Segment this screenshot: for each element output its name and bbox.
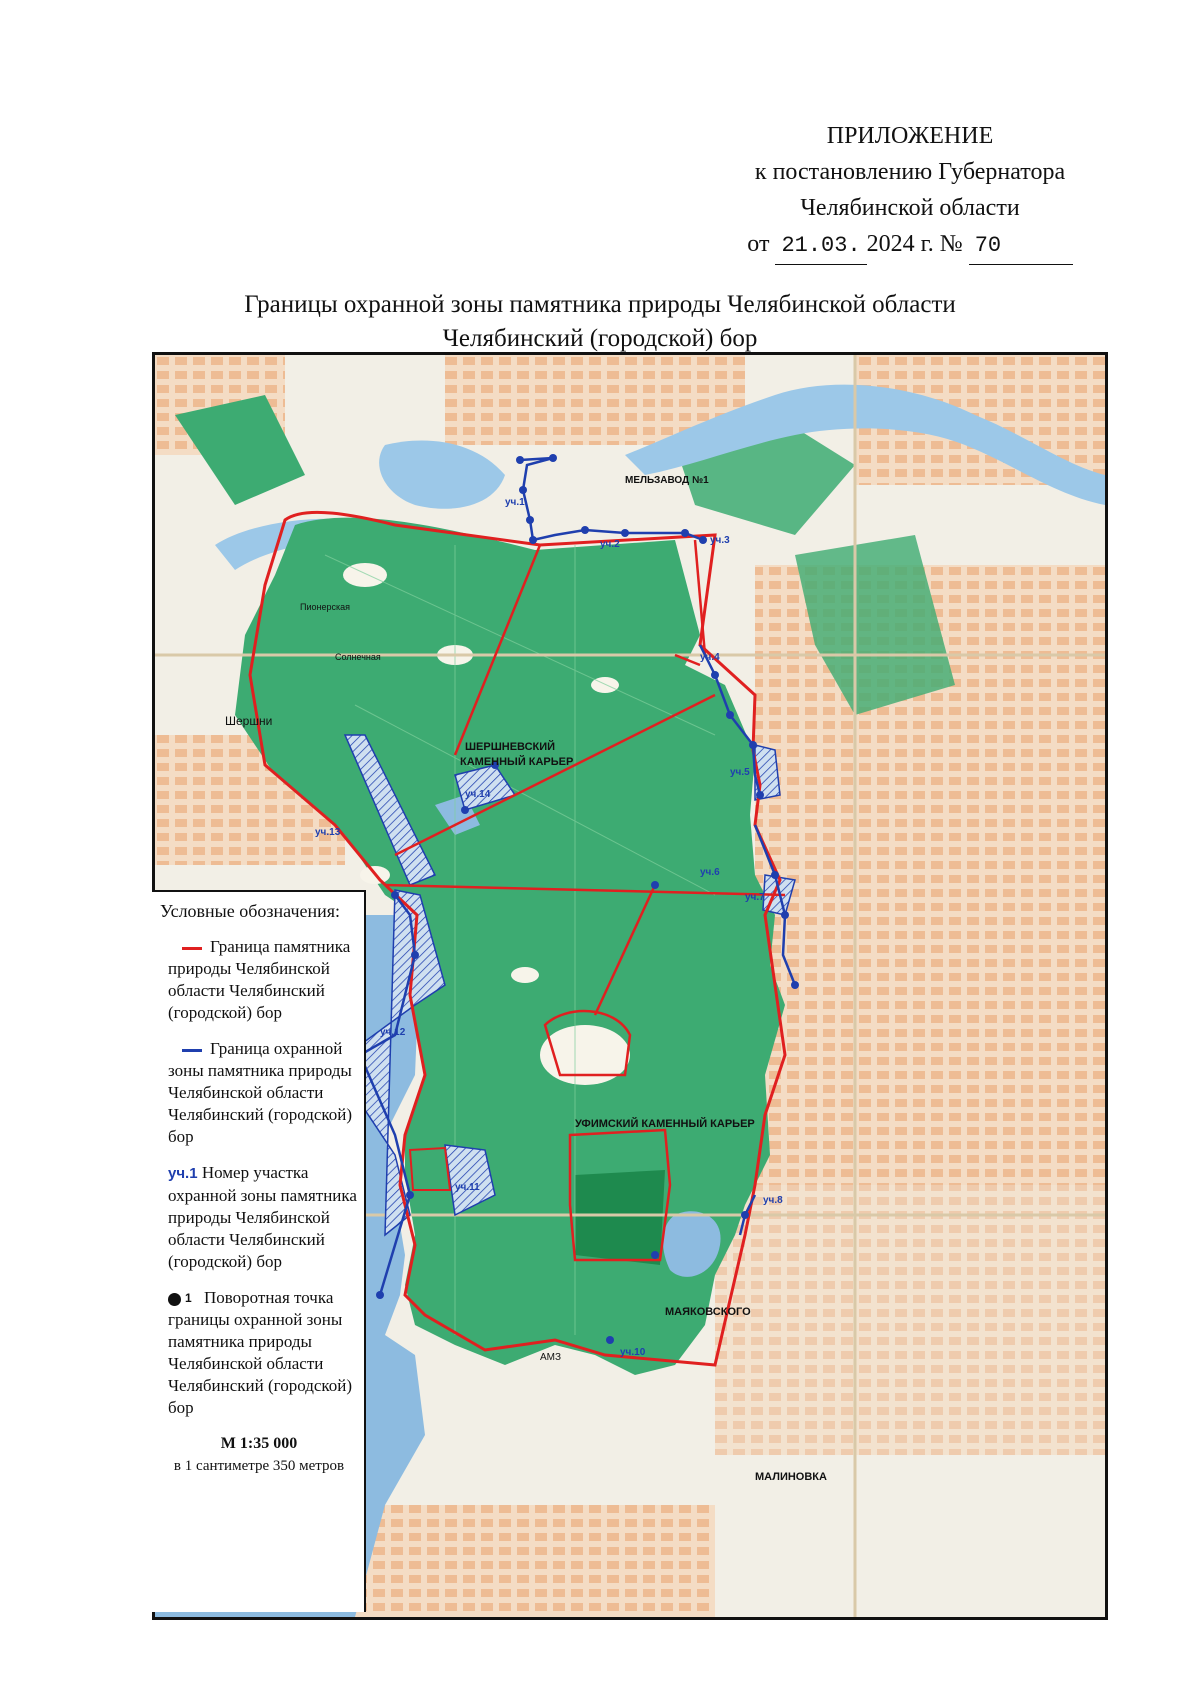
header-line-resolution: к постановлению Губернатора	[754, 159, 1066, 185]
legend-title: Условные обозначения:	[160, 901, 341, 921]
legend-point-num: 1	[185, 1291, 192, 1305]
section-label: уч.3	[710, 535, 730, 546]
legend-point-text: Поворотная точка границы охранной зоны памятника природы Челябинской области Челябинский (городской) бор	[168, 1288, 353, 1417]
document-number: 70	[969, 228, 1073, 265]
label-malinovka: МАЛИНОВКА	[755, 1471, 827, 1483]
document-header	[700, 118, 1120, 265]
appendix-title: ПРИЛОЖЕНИЕ	[826, 123, 994, 149]
legend-section-text: Номер участка охранной зоны памятника природы Челябинской области Челябинский (городской) бор	[168, 1163, 357, 1271]
date-prefix: от	[747, 231, 770, 257]
legend-entry-monument	[160, 936, 358, 1024]
header-date-line	[700, 226, 1120, 265]
section-label: уч.4	[700, 652, 720, 663]
section-label: уч.10	[620, 1347, 646, 1358]
section-label: уч.12	[380, 1027, 406, 1038]
map-title-line1: Границы охранной зоны памятника природы Челябинской области	[244, 291, 956, 318]
legend-section-code: уч.1	[168, 1165, 198, 1182]
section-label: уч.11	[455, 1182, 480, 1193]
label-mayakovsky: МАЯКОВСКОГО	[665, 1306, 751, 1318]
section-label: уч.13	[315, 827, 341, 838]
section-label: уч.6	[700, 867, 720, 878]
point-dot-icon	[168, 1293, 181, 1306]
blue-line-swatch	[182, 1049, 202, 1052]
city-block-south-east	[715, 1185, 1105, 1455]
map-title-line2: Челябинский (городской) бор	[442, 325, 758, 352]
clearing	[511, 967, 539, 983]
label-ufimsky: УФИМСКИЙ КАМЕННЫЙ КАРЬЕР	[575, 1118, 755, 1130]
section-label: уч.1	[505, 497, 525, 508]
section-label: уч.7	[745, 892, 765, 903]
header-line-region: Челябинской области	[800, 195, 1020, 221]
map-scale-note: в 1 сантиметре 350 метров	[173, 1458, 345, 1474]
label-kamenny-karier: КАМЕННЫЙ КАРЬЕР	[460, 756, 574, 768]
label-pionerskaya: Пионерская	[300, 602, 350, 612]
section-label: уч.2	[600, 539, 620, 550]
label-melzavod: МЕЛЬЗАВОД №1	[625, 475, 709, 486]
map-scale: М 1:35 000	[220, 1435, 298, 1452]
section-label: уч.14	[465, 789, 491, 800]
label-shershni: Шершни	[225, 714, 273, 728]
legend-entry-zone	[160, 1038, 358, 1148]
legend-entry-point	[160, 1287, 358, 1419]
section-label: уч.8	[763, 1195, 783, 1206]
label-amz: АМЗ	[540, 1352, 562, 1363]
legend-entry-section	[160, 1162, 358, 1273]
red-line-swatch	[182, 947, 202, 950]
city-block-south	[335, 1505, 715, 1617]
label-solnechnaya: Солнечная	[335, 652, 381, 662]
map-legend	[152, 890, 366, 1612]
document-date: 21.03.	[775, 228, 866, 265]
label-sherschnevsky: ШЕРШНЕВСКИЙ	[465, 741, 556, 753]
map-title	[150, 288, 1050, 356]
document-year: 2024 г. №	[866, 231, 963, 257]
legend-monument-text: Граница памятника природы Челябинской области Челябинский (городской) бор	[168, 937, 351, 1022]
section-label: уч.5	[730, 767, 750, 778]
dark-forest-patch	[575, 1170, 665, 1265]
legend-zone-text: Граница охранной зоны памятника природы Челябинской области Челябинский (городской) бор	[168, 1039, 353, 1146]
